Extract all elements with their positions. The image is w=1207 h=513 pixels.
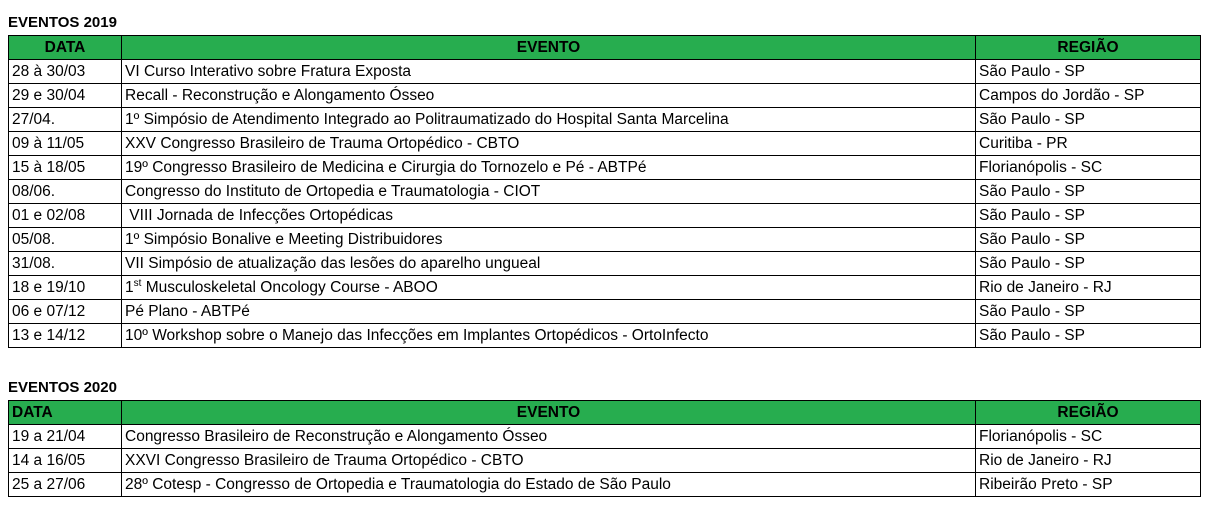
cell-event: 1º Simpósio de Atendimento Integrado ao Politraumatizado do Hospital Santa Marcelina [122, 108, 976, 132]
cell-event: Pé Plano - ABTPé [122, 300, 976, 324]
cell-region: Florianópolis - SC [976, 425, 1201, 449]
cell-region: São Paulo - SP [976, 252, 1201, 276]
cell-date: 01 e 02/08 [9, 204, 122, 228]
cell-date: 31/08. [9, 252, 122, 276]
table-row [9, 84, 1201, 108]
table-row [9, 60, 1201, 84]
header-event: EVENTO [122, 36, 976, 60]
cell-region: São Paulo - SP [976, 300, 1201, 324]
table-row [9, 228, 1201, 252]
cell-region: São Paulo - SP [976, 180, 1201, 204]
cell-region: São Paulo - SP [976, 108, 1201, 132]
cell-event: Congresso do Instituto de Ortopedia e Traumatologia - CIOT [122, 180, 976, 204]
table-row [9, 180, 1201, 204]
cell-event: 19º Congresso Brasileiro de Medicina e Cirurgia do Tornozelo e Pé - ABTPé [122, 156, 976, 180]
cell-event: XXVI Congresso Brasileiro de Trauma Ortopédico - CBTO [122, 449, 976, 473]
cell-date: 08/06. [9, 180, 122, 204]
event-name: Musculoskeletal Oncology Course - ABOO [141, 278, 438, 296]
cell-date: 29 e 30/04 [9, 84, 122, 108]
cell-date: 06 e 07/12 [9, 300, 122, 324]
cell-region: Florianópolis - SC [976, 156, 1201, 180]
cell-date: 05/08. [9, 228, 122, 252]
table-row [9, 300, 1201, 324]
cell-event: XXV Congresso Brasileiro de Trauma Ortopédico - CBTO [122, 132, 976, 156]
cell-region: Ribeirão Preto - SP [976, 473, 1201, 497]
header-event: EVENTO [122, 401, 976, 425]
header-date: DATA [9, 401, 122, 425]
cell-event: 10º Workshop sobre o Manejo das Infecções em Implantes Ortopédicos - OrtoInfecto [122, 324, 976, 348]
events-table-2019 [8, 35, 1201, 348]
cell-date: 15 à 18/05 [9, 156, 122, 180]
cell-date: 25 a 27/06 [9, 473, 122, 497]
cell-date: 09 à 11/05 [9, 132, 122, 156]
cell-date: 13 e 14/12 [9, 324, 122, 348]
cell-date: 14 a 16/05 [9, 449, 122, 473]
events-table-2020 [8, 400, 1201, 497]
table-row [9, 252, 1201, 276]
cell-event: Recall - Reconstrução e Alongamento Ósseo [122, 84, 976, 108]
header-region: REGIÃO [976, 401, 1201, 425]
table-header-row [9, 36, 1201, 60]
cell-event: 1º Simpósio Bonalive e Meeting Distribuidores [122, 228, 976, 252]
table-row [9, 204, 1201, 228]
cell-date: 28 à 30/03 [9, 60, 122, 84]
table-row [9, 108, 1201, 132]
table-row [9, 276, 1201, 300]
cell-region: Curitiba - PR [976, 132, 1201, 156]
cell-date: 27/04. [9, 108, 122, 132]
cell-region: São Paulo - SP [976, 60, 1201, 84]
cell-date: 18 e 19/10 [9, 276, 122, 300]
section-title-2020: EVENTOS 2020 [8, 379, 117, 396]
cell-region: Rio de Janeiro - RJ [976, 276, 1201, 300]
header-date: DATA [9, 36, 122, 60]
cell-event: Congresso Brasileiro de Reconstrução e Alongamento Ósseo [122, 425, 976, 449]
cell-region: São Paulo - SP [976, 204, 1201, 228]
cell-event: VII Simpósio de atualização das lesões do aparelho ungueal [122, 252, 976, 276]
table-row [9, 449, 1201, 473]
cell-event [122, 276, 976, 300]
table-header-row [9, 401, 1201, 425]
cell-region: São Paulo - SP [976, 324, 1201, 348]
cell-region: Campos do Jordão - SP [976, 84, 1201, 108]
table-row [9, 156, 1201, 180]
table-row [9, 473, 1201, 497]
cell-region: São Paulo - SP [976, 228, 1201, 252]
section-title-2019: EVENTOS 2019 [8, 14, 117, 31]
event-ordinal-suffix: st [133, 277, 142, 289]
cell-date: 19 a 21/04 [9, 425, 122, 449]
table-row [9, 132, 1201, 156]
cell-event: 28º Cotesp - Congresso de Ortopedia e Traumatologia do Estado de São Paulo [122, 473, 976, 497]
cell-event: VIII Jornada de Infecções Ortopédicas [122, 204, 976, 228]
cell-region: Rio de Janeiro - RJ [976, 449, 1201, 473]
table-row [9, 324, 1201, 348]
header-region: REGIÃO [976, 36, 1201, 60]
event-ordinal: 1 [125, 278, 134, 296]
table-row [9, 425, 1201, 449]
cell-event: VI Curso Interativo sobre Fratura Exposta [122, 60, 976, 84]
